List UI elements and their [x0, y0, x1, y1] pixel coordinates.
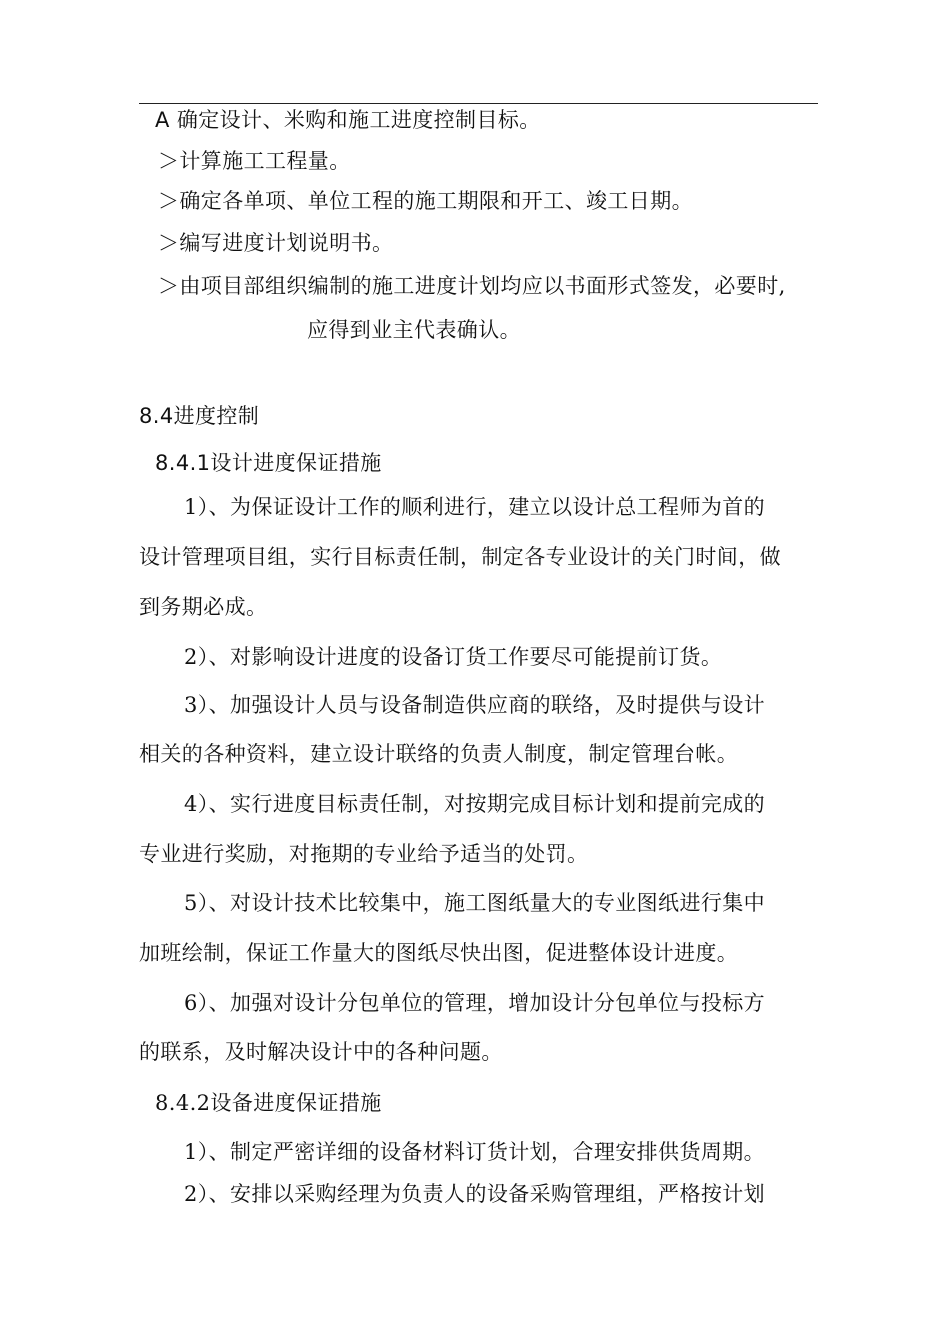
- subsection-title: 8.4.1设计进度保证措施: [155, 451, 382, 475]
- paragraph-line: 5）、对设计技术比较集中，施工图纸量大的专业图纸进行集中: [184, 891, 766, 915]
- bullet-item: ＞计算施工工程量。: [158, 149, 351, 173]
- bullet-item-continuation: 应得到业主代表确认。: [307, 318, 521, 342]
- paragraph-line: 相关的各种资料，建立设计联络的负责人制度，制定管理台帐。: [139, 742, 739, 766]
- paragraph-line: 专业进行奖励，对拖期的专业给予适当的处罚。: [139, 842, 589, 866]
- paragraph-line: 3）、加强设计人员与设备制造供应商的联络，及时提供与设计: [184, 693, 766, 717]
- paragraph-line: 到务期必成。: [139, 595, 268, 619]
- paragraph-line: 6）、加强对设计分包单位的管理，增加设计分包单位与投标方: [184, 991, 766, 1015]
- paragraph-line: 2）、对影响设计进度的设备订货工作要尽可能提前订货。: [184, 645, 723, 669]
- bullet-item: ＞编写进度计划说明书。: [158, 231, 394, 255]
- bullet-item: A 确定设计、米购和施工进度控制目标。: [155, 108, 541, 132]
- paragraph-line: 1）、制定严密详细的设备材料订货计划，合理安排供货周期。: [184, 1140, 766, 1164]
- paragraph-line: 2）、安排以采购经理为负责人的设备采购管理组，严格按计划: [184, 1182, 766, 1206]
- paragraph-line: 4）、实行进度目标责任制，对按期完成目标计划和提前完成的: [184, 792, 766, 816]
- paragraph-line: 加班绘制，保证工作量大的图纸尽快出图，促进整体设计进度。: [139, 941, 739, 965]
- paragraph-line: 1）、为保证设计工作的顺利进行，建立以设计总工程师为首的: [184, 495, 766, 519]
- paragraph-line: 设计管理项目组，实行目标责任制，制定各专业设计的关门时间，做: [139, 545, 781, 569]
- bullet-item: ＞确定各单项、单位工程的施工期限和开工、竣工日期。: [158, 189, 693, 213]
- section-title: 8.4进度控制: [139, 404, 260, 428]
- paragraph-line: 的联系，及时解决设计中的各种问题。: [139, 1040, 503, 1064]
- subsection-title: 8.4.2设备进度保证措施: [155, 1091, 382, 1115]
- bullet-item: ＞由项目部组织编制的施工进度计划均应以书面形式签发，必要时,: [158, 274, 786, 298]
- header-rule: [139, 103, 818, 104]
